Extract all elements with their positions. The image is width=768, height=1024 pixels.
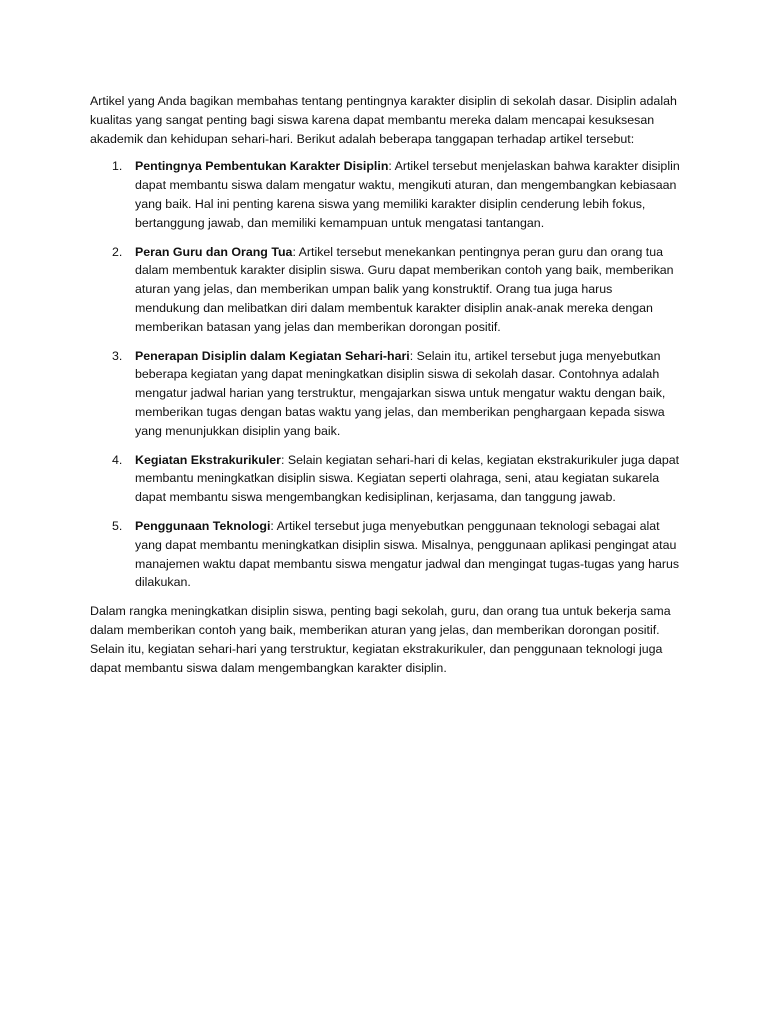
list-item-number: 5. bbox=[112, 518, 123, 533]
list-item-text: : Selain kegiatan sehari-hari di kelas, kegiatan ekstrakurikuler juga dapat membantu meningkatkan disiplin siswa. Kegiatan seperti olahraga, seni, atau kegiatan sukarela dapat membantu siswa mengembangkan kedisiplinan, kerjasama, dan tanggung jawab. bbox=[135, 452, 680, 505]
list-item bbox=[90, 243, 680, 337]
list-item bbox=[90, 347, 680, 441]
list-item-text: : Artikel tersebut menekankan pentingnya peran guru dan orang tua dalam membentuk karakter disiplin siswa. Guru dapat memberikan contoh yang baik, memberikan aturan yang jelas, dan memberikan umpan balik yang konstruktif. Orang tua juga harus mendukung dan melibatkan diri dalam membentuk karakter disiplin anak-anak mereka dengan memberikan batasan yang jelas dan memberikan dorongan positif. bbox=[135, 244, 674, 334]
conclusion-paragraph: Dalam rangka meningkatkan disiplin siswa, penting bagi sekolah, guru, dan orang tua untuk bekerja sama dalam memberikan contoh yang baik, memberikan aturan yang jelas, dan memberikan dorongan positif. Selain itu, kegiatan sehari-hari yang terstruktur, kegiatan ekstrakurikuler, dan penggunaan teknologi juga dapat membantu siswa dalam mengembangkan karakter disiplin. bbox=[90, 604, 671, 675]
list-item-term: Pentingnya Pembentukan Karakter Disiplin bbox=[135, 159, 389, 174]
list-item bbox=[90, 451, 680, 507]
list-item-number: 4. bbox=[112, 452, 123, 467]
list-item-text: : Artikel tersebut juga menyebutkan penggunaan teknologi sebagai alat yang dapat membantu meningkatkan disiplin siswa. Misalnya, penggunaan aplikasi pengingat atau manajemen waktu dapat membantu siswa mengatur jadwal dan mengingat tugas-tugas yang harus dilakukan. bbox=[135, 518, 680, 590]
list-item-term: Penggunaan Teknologi bbox=[135, 518, 271, 533]
list-item-number: 2. bbox=[112, 244, 123, 259]
list-item-text: : Selain itu, artikel tersebut juga menyebutkan beberapa kegiatan yang dapat meningkatkan disiplin siswa di sekolah dasar. Contohnya adalah mengatur jadwal harian yang terstruktur, mengajarkan siswa untuk mengatur waktu dengan baik, memberikan tugas dengan batas waktu yang jelas, dan memberikan penghargaan kepada siswa yang menunjukkan disiplin yang baik. bbox=[135, 348, 666, 438]
list-item-number: 1. bbox=[112, 159, 123, 174]
list-item bbox=[90, 517, 680, 592]
list-item-number: 3. bbox=[112, 348, 123, 363]
list-item-term: Peran Guru dan Orang Tua bbox=[135, 244, 293, 259]
intro-paragraph: Artikel yang Anda bagikan membahas tentang pentingnya karakter disiplin di sekolah dasar. Disiplin adalah kualitas yang sangat penting bagi siswa karena dapat membantu mereka dalam mencapai kesuksesan akademik dan kehidupan sehari-hari. Berikut adalah beberapa tanggapan terhadap artikel tersebut: bbox=[90, 94, 677, 146]
document-page bbox=[90, 92, 680, 677]
list-item bbox=[90, 157, 680, 232]
response-list bbox=[90, 157, 680, 592]
list-item-term: Penerapan Disiplin dalam Kegiatan Sehari-hari bbox=[135, 348, 410, 363]
list-item-term: Kegiatan Ekstrakurikuler bbox=[135, 452, 281, 467]
list-item-text: : Artikel tersebut menjelaskan bahwa karakter disiplin dapat membantu siswa dalam mengatur waktu, mengikuti aturan, dan mengembangkan kebiasaan yang baik. Hal ini penting karena siswa yang memiliki karakter disiplin cenderung lebih fokus, bertanggung jawab, dan memiliki kemampuan untuk mengatasi tantangan. bbox=[135, 159, 680, 230]
